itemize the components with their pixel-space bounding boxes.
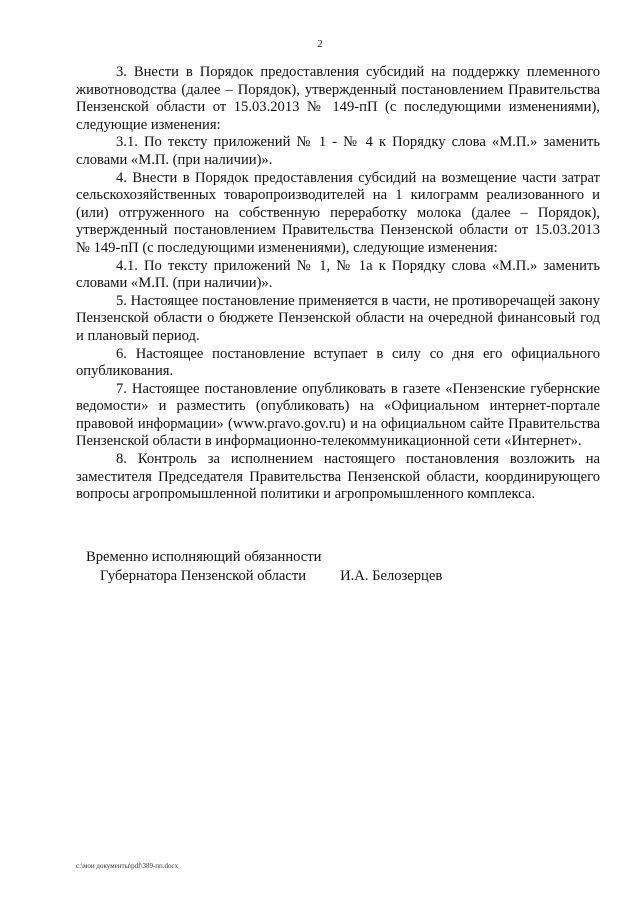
paragraph-3-1: 3.1. По тексту приложений № 1 - № 4 к Порядку слова «М.П.» заменить словами «М.П. (при наличии)». (76, 134, 600, 168)
page-number: 2 (317, 38, 323, 50)
signature-position: Губернатора Пензенской области (100, 568, 307, 584)
file-path-footer: c:\мои документы\pdf\389-пп.docx (76, 862, 179, 870)
paragraph-4-1: 4.1. По тексту приложений № 1, № 1а к Порядку слова «М.П.» заменить словами «М.П. (при наличии)». (76, 257, 600, 292)
paragraph-5: 5. Настоящее постановление применяется в части, не противоречащей закону Пензенской области о бюджете Пензенской области на очередной финансовый год и плановый период. (76, 292, 600, 344)
document-body (76, 64, 600, 504)
signature-block (86, 548, 506, 586)
paragraph-8: 8. Контроль за исполнением настоящего постановления возложить на заместителя Председателя Правительства Пензенской области, координирующего вопросы агропромышленной политики и агропромышленного комплекса. (76, 451, 600, 503)
paragraph-4: 4. Внести в Порядок предоставления субсидий на возмещение части затрат сельскохозяйственных товаропроизводителей на 1 килограмм реализованного и (или) отгруженного на собственную переработку молока (далее – Порядок), утвержденный постановлением Правительства Пензенской области от 15.03.2013 № 149-пП (с последующими изменениями), следующие изменения: (76, 169, 600, 256)
paragraph-6: 6. Настоящее постановление вступает в силу со дня его официального опубликования. (76, 345, 600, 380)
paragraph-7: 7. Настоящее постановление опубликовать в газете «Пензенские губернские ведомости» и разместить (опубликовать) на «Официальном интернет-портале правовой информации» (www.pravo.gov.ru) и на официальном сайте Правительства Пензенской области в информационно-телекоммуникационной сети «Интернет». (76, 380, 600, 450)
signatory-name: И.А. Белозерцев (340, 568, 443, 584)
paragraph-3: 3. Внести в Порядок предоставления субсидий на поддержку племенного животноводства (далее – Порядок), утвержденный постановлением Правительства Пензенской области от 15.03.2013 № 149-пП (с последующими изменениями), следующие изменения: (76, 64, 600, 133)
signature-title-line1: Временно исполняющий обязанности (86, 549, 322, 565)
signature-title-line2 (86, 567, 506, 586)
